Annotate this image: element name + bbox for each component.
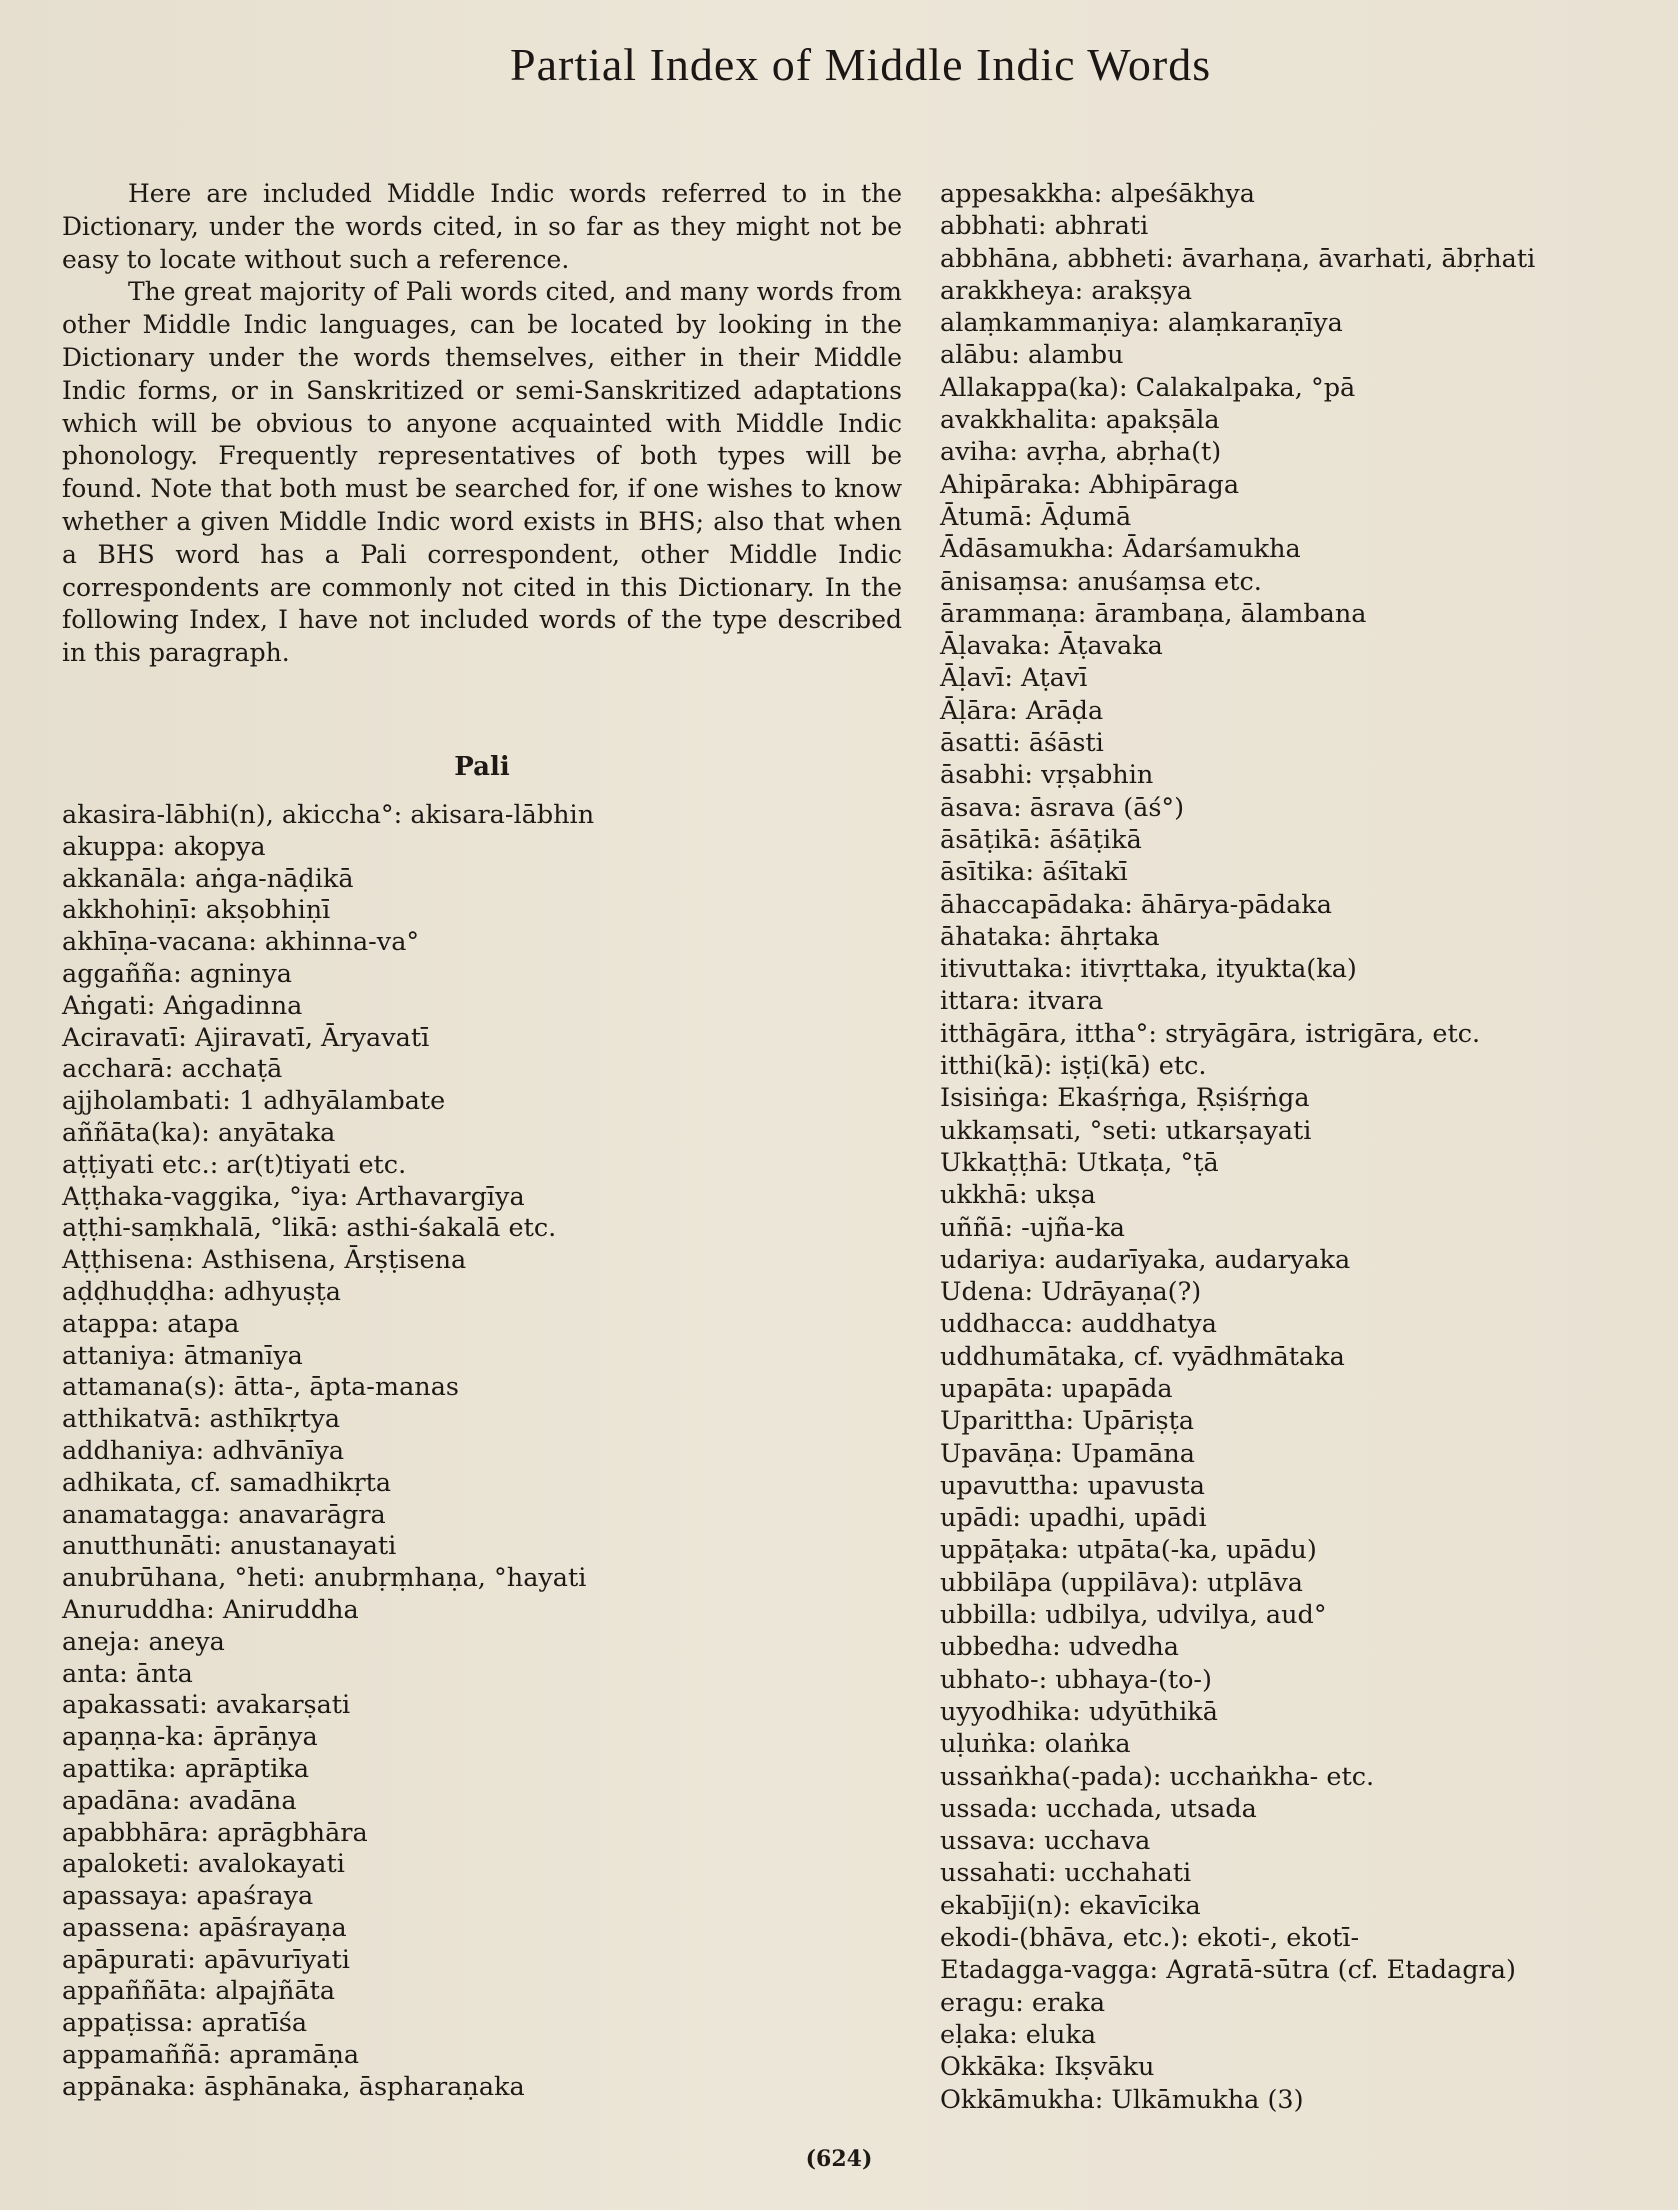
index-entry: ubhato-: ubhaya-(to-) [940,1664,1212,1695]
index-entry: eragu: eraka [940,1987,1106,2018]
index-entry: itivuttaka: itivṛttaka, ityukta(ka) [940,954,1357,985]
index-entry: apaloketi: avalokayati [62,1849,345,1880]
index-entry: avakkhalita: apakṣāla [940,405,1220,436]
index-entry: appaññāta: alpajñāta [62,1976,336,2007]
index-entry: uḷuṅka: olaṅka [940,1729,1131,1760]
intro-text [62,178,902,670]
index-entry: ekodi-(bhāva, etc.): ekoti-, ekotī- [940,1923,1360,1954]
index-entry: Ādāsamukha: Ādarśamukha [940,534,1301,565]
index-entry: apadāna: avadāna [62,1785,297,1816]
index-entry: Aṅgati: Aṅgadinna [62,990,303,1021]
index-entry: apassaya: apaśraya [62,1881,314,1912]
index-entry: Okkāka: Ikṣvāku [940,2052,1155,2083]
index-entry: abbhāna, abbheti: āvarhaṇa, āvarhati, ābṛhati [940,243,1536,274]
index-entry: ussaṅkha(-pada): ucchaṅkha- etc. [940,1761,1375,1792]
index-entry: aṭṭiyati etc.: ar(t)tiyati etc. [62,1149,407,1180]
index-entry: aṭṭhi-saṃkhalā, °likā: asthi-śakalā etc. [62,1213,557,1244]
index-entry: ekabīji(n): ekavīcika [940,1890,1201,1921]
index-entry: upavuttha: upavusta [940,1470,1205,1501]
index-entry: addhaniya: adhvānīya [62,1435,345,1466]
index-entries-right [940,178,1660,2116]
right-column [940,178,1660,2116]
index-entry: Aṭṭhaka-vaggika, °iya: Arthavargīya [62,1181,525,1212]
index-entry: arakkheya: arakṣya [940,275,1193,306]
index-entry: akuppa: akopya [62,831,266,862]
index-entry: ussava: ucchava [940,1826,1151,1857]
index-entry: ubbedha: udvedha [940,1632,1180,1663]
index-entry: appamaññā: apramāṇa [62,2040,360,2071]
index-entry: Ukkaṭṭhā: Utkaṭa, °ṭā [940,1147,1219,1178]
index-entry: Āḷāra: Arāḍa [940,695,1104,726]
index-entry: Upavāṇa: Upamāna [940,1438,1195,1469]
index-entry: Etadagga-vagga: Agratā-sūtra (cf. Etadagra) [940,1955,1516,1986]
index-entry: alaṃkammaṇiya: alaṃkaraṇīya [940,308,1343,339]
index-entry: apattika: aprāptika [62,1753,310,1784]
index-entry: abbhati: abhrati [940,211,1149,242]
index-entry: aggañña: agninya [62,958,292,989]
index-entry: accharā: acchaṭā [62,1054,283,1085]
page-number: (624) [805,2146,873,2172]
index-entry: apaṇṇa-ka: āprāṇya [62,1722,318,1753]
index-entry: Okkāmukha: Ulkāmukha (3) [940,2084,1304,2115]
intro-paragraph-1: Here are included Middle Indic words referred to in the Dictionary, under the words cited, in so far as they might not be easy to locate without such a reference. [62,179,902,274]
index-entry: anta: ānta [62,1658,193,1689]
index-entry: Ātumā: Āḍumā [940,501,1132,532]
index-entry: appaṭissa: apratīśa [62,2008,308,2039]
index-entry: attaniya: ātmanīya [62,1340,303,1371]
index-entry: Anuruddha: Aniruddha [62,1594,359,1625]
index-entry: āsītika: āśītakī [940,857,1128,888]
index-entry: adhikata, cf. samadhikṛta [62,1467,392,1498]
index-entry: appesakkha: alpeśākhya [940,179,1256,209]
index-entry: ittara: itvara [940,986,1104,1017]
index-entry: ubbilla: udbilya, udvilya, aud° [940,1600,1327,1631]
index-entry: appānaka: āsphānaka, āspharaṇaka [62,2071,525,2102]
index-entry: aḍḍhuḍḍha: adhyuṣṭa [62,1276,341,1307]
index-entry: ussahati: ucchahati [940,1858,1192,1889]
index-entry: upapāta: upapāda [940,1373,1173,1404]
index-entry: āsava: āsrava (āś°) [940,792,1185,823]
index-entry: anutthunāti: anustanayati [62,1531,397,1562]
index-entry: apakassati: avakarṣati [62,1690,351,1721]
index-entry: āhaccapādaka: āhārya-pādaka [940,889,1332,920]
index-entry: Āḷavaka: Āṭavaka [940,631,1163,662]
index-entry: udariya: audarīyaka, audaryaka [940,1244,1351,1275]
index-entry: akhīṇa-vacana: akhinna-va° [62,927,420,958]
index-entry: attamana(s): ātta-, āpta-manas [62,1372,460,1403]
index-entry: atappa: atapa [62,1308,240,1339]
index-entry: eḷaka: eluka [940,2019,1097,2050]
index-entry: akkanāla: aṅga-nāḍikā [62,863,354,894]
index-entry: itthi(kā): iṣṭi(kā) etc. [940,1051,1207,1082]
index-entry: apāpurati: apāvurīyati [62,1944,350,1975]
index-entry: āsāṭikā: āśāṭikā [940,824,1142,855]
index-entry: Āḷavī: Aṭavī [940,663,1088,694]
page-title: Partial Index of Middle Indic Words [510,39,1212,90]
index-entry: anubrūhana, °heti: anubṛṃhaṇa, °hayati [62,1563,587,1594]
index-entry: uññā: -ujña-ka [940,1212,1126,1243]
index-entry: anamatagga: anavarāgra [62,1499,386,1530]
index-entry: ukkaṃsati, °seti: utkarṣayati [940,1115,1312,1146]
index-entries-left [62,800,594,2104]
index-entry: Allakappa(ka): Calakalpaka, °pā [940,372,1356,403]
index-entry: Ahipāraka: Abhipāraga [940,469,1240,500]
index-entry: ajjholambati: 1 adhyālambate [62,1086,446,1117]
index-entry: atthikatvā: asthīkṛtya [62,1404,341,1435]
index-entry: āsatti: āśāsti [940,728,1104,759]
index-entry: uppāṭaka: utpāta(-ka, upādu) [940,1535,1317,1566]
index-entry: Uparittha: Upāriṣṭa [940,1406,1195,1437]
index-entry: ārammaṇa: ārambaṇa, ālambana [940,598,1367,629]
index-entry: aneja: aneya [62,1626,225,1657]
index-entry: uddhacca: auddhatya [940,1309,1217,1340]
index-entry: aññāta(ka): anyātaka [62,1117,336,1148]
index-entry: āhataka: āhṛtaka [940,921,1160,952]
index-entry: Aṭṭhisena: Asthisena, Ārṣṭisena [62,1245,467,1276]
index-entry: alābu: alambu [940,340,1124,371]
section-heading-pali: Pali [454,752,510,782]
index-entry: upādi: upadhi, upādi [940,1503,1207,1534]
index-entry: Aciravatī: Ajiravatī, Āryavatī [62,1022,430,1053]
intro-paragraph-2: The great majority of Pali words cited, and many words from other Middle Indic languages, can be located by looking in the Dictionary under the words themselves, either in their Middle Indic forms, or in Sanskritized or semi-Sanskritized adaptations which will be obvious to anyone acquainted with Middle Indic phonology. Frequently representatives of both types will be found. Note that both must be searched for, if one wishes to know whether a given Middle Indic word exists in BHS; also that when a BHS word has a Pali correspondent, other Middle Indic correspondents are commonly not cited in this Dictionary. In the following Index, I have not included words of the type described in this paragraph. [62,277,902,668]
index-entry: apabbhāra: aprāgbhāra [62,1817,368,1848]
index-entry: Isisiṅga: Ekaśṛṅga, Ṛṣiśṛṅga [940,1083,1310,1114]
index-entry: itthāgāra, ittha°: stryāgāra, istrigāra, etc. [940,1018,1481,1049]
index-entry: ussada: ucchada, utsada [940,1793,1257,1824]
left-column [62,178,902,2102]
index-entry: Udena: Udrāyaṇa(?) [940,1277,1202,1308]
index-entry: ukkhā: ukṣa [940,1180,1096,1211]
index-entry: apassena: apāśrayaṇa [62,1912,347,1943]
index-entry: akkhohiṇī: akṣobhiṇī [62,895,331,926]
index-entry: ubbilāpa (uppilāva): utplāva [940,1567,1303,1598]
index-entry: ānisaṃsa: anuśaṃsa etc. [940,566,1262,597]
index-entry: āsabhi: vṛṣabhin [940,760,1154,791]
index-entry: aviha: avṛha, abṛha(t) [940,437,1222,468]
index-entry: akasira-lābhi(n), akiccha°: akisara-lābhin [62,800,595,830]
index-entry: uddhumātaka, cf. vyādhmātaka [940,1341,1345,1372]
index-entry: uyyodhika: udyūthikā [940,1696,1218,1727]
